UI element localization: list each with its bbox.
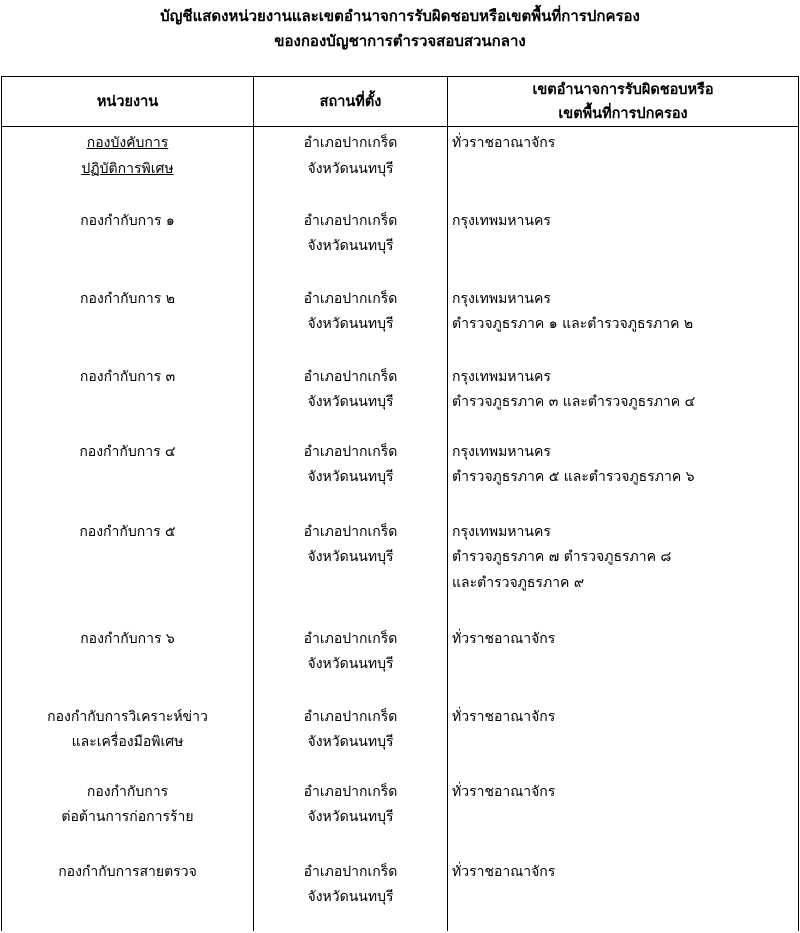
location-cell bbox=[254, 361, 448, 436]
header-unit: หน่วยงาน bbox=[2, 77, 254, 127]
table-row bbox=[2, 623, 799, 701]
unit-cell bbox=[2, 701, 254, 776]
area-line: ทั่วราชอาณาจักร bbox=[452, 783, 556, 800]
location-cell bbox=[254, 516, 448, 623]
location-line: อำเภอปากเกร็ด bbox=[303, 443, 398, 460]
table-row bbox=[2, 361, 799, 436]
unit-line: กองบังคับการ bbox=[86, 135, 169, 151]
unit-cell bbox=[2, 856, 254, 931]
table-row bbox=[2, 516, 799, 623]
location-line: อำเภอปากเกร็ด bbox=[303, 368, 398, 385]
location-line: จังหวัดนนทบุรี bbox=[307, 656, 394, 672]
location-line: อำเภอปากเกร็ด bbox=[303, 630, 398, 647]
area-line: ทั่วราชอาณาจักร bbox=[452, 708, 556, 725]
area-cell bbox=[448, 127, 799, 205]
title-line-2: ของกองบัญชาการตำรวจสอบสวนกลาง bbox=[274, 32, 526, 50]
location-cell bbox=[254, 205, 448, 283]
location-cell bbox=[254, 701, 448, 776]
location-line: อำเภอปากเกร็ด bbox=[303, 290, 398, 307]
unit-line: กองกำกับการ ๑ bbox=[80, 212, 175, 229]
area-line: ตำรวจภูธรภาค ๓ และตำรวจภูธรภาค ๔ bbox=[452, 394, 696, 410]
jurisdiction-table bbox=[1, 76, 799, 931]
unit-line: และเครื่องมือพิเศษ bbox=[71, 734, 184, 750]
location-line: จังหวัดนนทบุรี bbox=[307, 809, 394, 825]
unit-line: ต่อต้านการก่อการร้าย bbox=[61, 809, 194, 825]
table-row bbox=[2, 856, 799, 931]
unit-line: กองกำกับการ ๕ bbox=[79, 523, 176, 540]
location-line: จังหวัดนนทบุรี bbox=[307, 316, 394, 332]
area-line: กรุงเทพมหานคร bbox=[452, 212, 551, 229]
unit-line: กองกำกับการวิเคราะห์ข่าว bbox=[47, 708, 208, 725]
header-location: สถานที่ตั้ง bbox=[254, 77, 448, 127]
header-area-line-1: เขตอำนาจการรับผิดชอบหรือ bbox=[532, 81, 714, 98]
area-cell bbox=[448, 205, 799, 283]
area-line: กรุงเทพมหานคร bbox=[452, 443, 551, 460]
location-line: อำเภอปากเกร็ด bbox=[303, 708, 398, 725]
area-cell bbox=[448, 436, 799, 516]
area-line: ทั่วราชอาณาจักร bbox=[452, 135, 556, 151]
location-cell bbox=[254, 623, 448, 701]
area-line: กรุงเทพมหานคร bbox=[452, 290, 551, 307]
location-cell bbox=[254, 856, 448, 931]
unit-cell bbox=[2, 516, 254, 623]
location-line: อำเภอปากเกร็ด bbox=[303, 523, 398, 540]
table-row bbox=[2, 701, 799, 776]
area-cell bbox=[448, 623, 799, 701]
unit-line: ปฏิบัติการพิเศษ bbox=[81, 160, 174, 177]
area-cell bbox=[448, 516, 799, 623]
header-area bbox=[448, 77, 799, 127]
area-cell bbox=[448, 283, 799, 361]
table-row bbox=[2, 436, 799, 516]
unit-cell bbox=[2, 361, 254, 436]
area-line: ตำรวจภูธรภาค ๕ และตำรวจภูธรภาค ๖ bbox=[452, 469, 695, 485]
area-line: กรุงเทพมหานคร bbox=[452, 368, 551, 385]
location-line: อำเภอปากเกร็ด bbox=[303, 135, 398, 151]
table-row bbox=[2, 127, 799, 205]
location-line: จังหวัดนนทบุรี bbox=[307, 549, 394, 565]
table-row bbox=[2, 205, 799, 283]
unit-cell bbox=[2, 283, 254, 361]
unit-line: กองกำกับการ ๓ bbox=[79, 368, 176, 385]
area-cell bbox=[448, 856, 799, 931]
location-cell bbox=[254, 776, 448, 856]
location-line: จังหวัดนนทบุรี bbox=[307, 889, 394, 905]
title-line-1: บัญชีแสดงหน่วยงานและเขตอำนาจการรับผิดชอบหรือเขตพื้นที่การปกครอง bbox=[160, 7, 640, 25]
location-line: อำเภอปากเกร็ด bbox=[303, 783, 398, 800]
location-cell bbox=[254, 127, 448, 205]
location-line: จังหวัดนนทบุรี bbox=[307, 469, 394, 485]
unit-line: กองกำกับการ bbox=[86, 783, 169, 800]
unit-line: กองกำกับการสายตรวจ bbox=[58, 863, 197, 880]
location-cell bbox=[254, 283, 448, 361]
area-line: กรุงเทพมหานคร bbox=[452, 523, 551, 540]
location-line: จังหวัดนนทบุรี bbox=[307, 394, 394, 410]
area-line: ทั่วราชอาณาจักร bbox=[452, 863, 556, 880]
table-row bbox=[2, 283, 799, 361]
location-cell bbox=[254, 436, 448, 516]
unit-cell bbox=[2, 776, 254, 856]
unit-cell bbox=[2, 205, 254, 283]
area-cell bbox=[448, 361, 799, 436]
area-line: ทั่วราชอาณาจักร bbox=[452, 630, 556, 647]
table-row bbox=[2, 776, 799, 856]
unit-cell bbox=[2, 623, 254, 701]
unit-line: กองกำกับการ ๒ bbox=[80, 290, 175, 307]
unit-cell bbox=[2, 127, 254, 205]
area-cell bbox=[448, 701, 799, 776]
document-title bbox=[0, 4, 800, 54]
location-line: จังหวัดนนทบุรี bbox=[307, 238, 394, 254]
area-line: และตำรวจภูธรภาค ๙ bbox=[452, 574, 585, 591]
header-area-line-2: เขตพื้นที่การปกครอง bbox=[558, 105, 688, 122]
area-line: ตำรวจภูธรภาค ๗ ตำรวจภูธรภาค ๘ bbox=[452, 549, 672, 565]
unit-line: กองกำกับการ ๖ bbox=[80, 630, 175, 647]
unit-cell bbox=[2, 436, 254, 516]
location-line: อำเภอปากเกร็ด bbox=[303, 212, 398, 229]
table-header-row bbox=[2, 77, 799, 127]
area-line: ตำรวจภูธรภาค ๑ และตำรวจภูธรภาค ๒ bbox=[452, 316, 694, 332]
location-line: จังหวัดนนทบุรี bbox=[307, 160, 394, 177]
location-line: จังหวัดนนทบุรี bbox=[307, 734, 394, 750]
unit-line: กองกำกับการ ๔ bbox=[79, 443, 176, 460]
location-line: อำเภอปากเกร็ด bbox=[303, 863, 398, 880]
area-cell bbox=[448, 776, 799, 856]
